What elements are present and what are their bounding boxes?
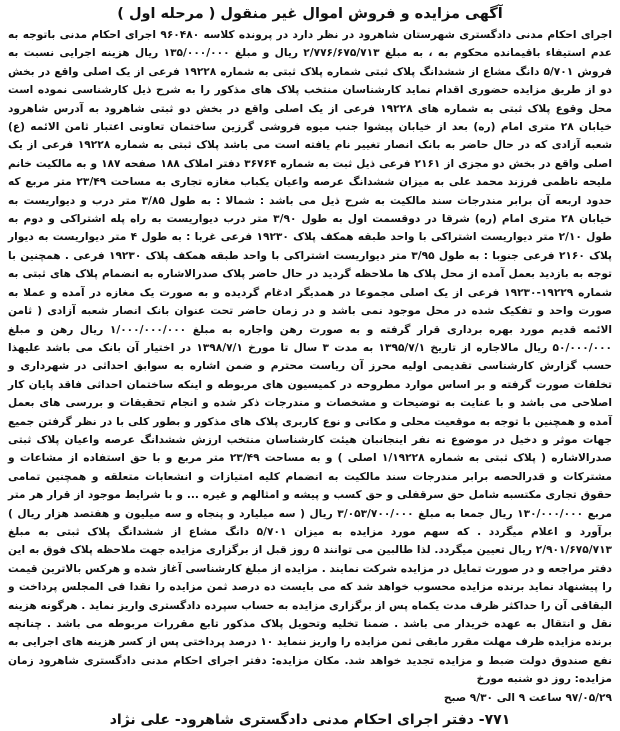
notice-body (8, 26, 612, 689)
auction-time: ۹۷/۰۵/۲۹ ساعت ۹ الی ۹/۳۰ صبح (443, 691, 612, 704)
notice-signature: ۷۷۱- دفتر اجرای احکام مدنی دادگستری شاهرود- علی نژاد (109, 712, 511, 729)
notice-title: آگهی مزایده و فروش اموال غیر منقول ( مرحله اول ) (117, 6, 503, 22)
notice-paragraph: اجرای احکام مدنی دادگستری شهرستان شاهرود در نظر دارد در پرونده کلاسه ۹۶۰۴۸۰ اجرای احکام مدنی باتوجه به عدم استیفاء باقیمانده محکوم به ، به مبلغ ۲/۷۷۶/۶۷۵/۷۱۳ ریال و مبلغ ۱۳۵/۰۰۰/۰۰۰ ریال هزینه اجرایی نسبت به فروش ۵/۷۰۱ دانگ مشاع از ششدانگ پلاک ثبتی شماره پلاک ثبتی به شماره ۱۹۲۲۸ فرعی از یک اصلی واقع در بخش دو از طریق مزایده حضوری اقدام نماید کارشناسان منتخب پلاک های مذکور را به شرح ذیل کارشناسی نموده است محل وقوع پلاک ثبتی به شماره های ۱۹۲۲۸ فرعی از یک اصلی واقع در بخش دو ثبتی شاهرود به آدرس شاهرود خیابان ۲۸ متری امام (ره) بعد از خیابان پیشوا جنب میوه فروشی گرزین ساختمان تعاونی اعتبار ثامن الائمه (ع) شعبه آزادی که در حال حاضر به بانک انصار تغییر نام یافته است می باشد پلاک ثبتی به شماره ۱۹۲۲۸ فرعی از یک اصلی واقع در بخش دو مجزی از ۲۱۶۱ فرعی ذیل ثبت به شماره ۳۶۷۶۴ دفتر املاک ۱۸۸ صفحه ۱۸۷ و به مالکیت خانم ملیحه ناظمی فرزند محمد علی به میزان ششدانگ عرصه واعیان یکباب مغازه تجاری به مساحت ۲۳/۴۹ متر مربع که حدود اربعه آن برابر مندرجات سند مالکیت به شرح ذیل می باشد : شمالا : به طول ۳/۸۵ متر درب و دیواریست به خیابان ۲۸ متری امام (ره) شرقا در دوقسمت اول به طول ۳/۹۰ متر درب دیواریست به راه پله اشتراکی و دوم به طول ۲/۱۰ متر دیواریست اشتراکی با واحد طبقه همکف پلاک ۱۹۲۳۰ فرعی غربا : به طول ۴ متر دیواریست به دیوار پلاک ۲۱۶۰ فرعی جنوبا : به طول ۳/۹۵ متر دیواریست اشتراکی با واحد طبقه همکف پلاک ۱۹۲۳۰ فرعی . همچنین با توجه به بازدید بعمل آمده از محل پلاک ها ملاحظه گردید در حال حاضر پلاک صدرالاشاره به انضمام پلاک های ثبتی به شماره ۱۹۲۲۹-۱۹۲۳۰ فرعی از یک اصلی مجموعا در همدیگر ادغام گردیده و به صورت یک مغازه در آمده و عملا به صورت واحد و تفکیک شده در محل موجود نمی باشد و در زمان حاضر تحت عنوان بانک انصار شعبه آزادی ( ثامن الائمه قدیم مورد بهره برداری قرار گرفته و به صورت رهن واجاره به مبلغ ۱/۰۰۰/۰۰۰/۰۰۰ ریال رهن و مبلغ ۵۰/۰۰۰/۰۰۰ ریال مالاجاره از تاریخ ۱۳۹۵/۷/۱ به مدت ۳ سال تا مورخ ۱۳۹۸/۷/۱ در اختیار آن بانک می باشد علیهذا حسب گزارش کارشناسی تقدیمی اولیه محرز آن ریاست محترم و ضمن اشاره به سوابق احداثی در شهرداری و تخلفات صورت گرفته و بر اساس موارد مطروحه در کمیسیون های مربوطه و اینکه ساختمان احداثی فاقد پایان کار اصلاحی می باشد و با عنایت به توضیحات و مشخصات و مندرجات ذکر شده و انجام تحقیقات و بررسی های بعمل آمده و همچنین با توجه به موقعیت محلی و مکانی و نوع کاربری پلاک های مذکور و بطور کلی با در نظر گرفتن جمیع جهات موثر و دخیل در موضوع نه نفر اینجانبان هیئت کارشناسان منتخب ارزش ششدانگ عرصه واعیان پلاک ثبتی صدرالاشاره ( پلاک ثبتی به شماره ۱/۱۹۲۲۸ اصلی ) و به مساحت ۲۳/۴۹ متر مربع و با حق استفاده از مشاعات و مشترکات و قدرالحصه برابر مندرجات سند مالکیت به انضمام کلیه امتیازات و انشعابات متعلقه و همچنین تمامی حقوق تجاری مکتسبه شامل حق سرقفلی و حق کسب و پیشه و امثالهم و غیره ... و با شرایط موجود از قرار هر متر مربع ۱۳۰/۰۰۰/۰۰۰ ریال جمعا به مبلغ ۳/۰۵۳/۷۰۰/۰۰۰ ریال ( سه میلیارد و پنجاه و سه میلیون و هفتصد هزار ریال ) برآورد و اعلام میگردد . که سهم مورد مزایده به میزان ۵/۷۰۱ دانگ مشاع از ششدانگ پلاک ثبتی به مبلغ ۲/۹۰۱/۶۷۵/۷۱۳ ریال تعیین میگردد. لذا طالبین می توانند ۵ روز قبل از برگزاری مزایده جهت ملاحظه پلاک فوق به این دفتر مراجعه و در صورت تمایل در مزایده شرکت نمایند . مزایده از مبلغ کارشناسی آغاز شده و هرکس بالاترین قیمت را پیشنهاد نماید برنده مزایده محسوب خواهد شد که می بایست ده درصد ثمن مزایده را نقدا فی المجلس پرداخت و البقاقی آن را حداکثر ظرف مدت یکماه پس از برگزاری مزایده به حساب سپرده دادگستری واریز نماید . هرگونه هزینه نقل و انتقال به عهده خریدار می باشد . ضمنا تخلیه وتحویل پلاک مذکور تابع مقررات مربوطه می باشد . چنانچه برنده مزایده ظرف مهلت مقرر مابقی ثمن مزایده را واریز ننماید ۱۰ درصد پرداختی پس از کسر هزینه های اجرایی به نفع صندوق دولت ضبط و مزایده تجدید خواهد شد. مکان مزایده: دفتر اجرای احکام مدنی دادگستری شاهرود زمان مزایده: روز دو شنبه مورخ (8, 29, 613, 686)
